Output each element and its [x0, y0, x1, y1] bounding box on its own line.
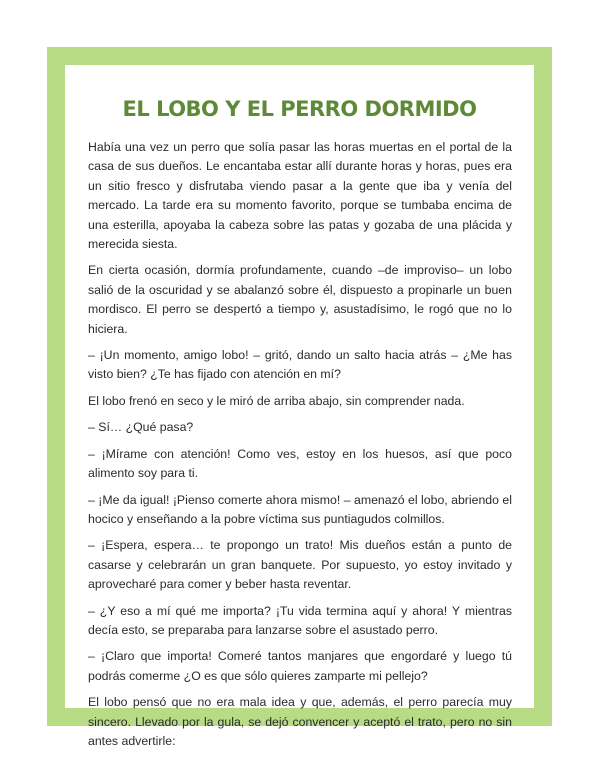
paragraph: – ¡Un momento, amigo lobo! – gritó, dando un salto hacia atrás – ¿Me has visto bien? ¿Te has fijado con atención en mí?	[88, 348, 512, 382]
paragraph: – ¿Y eso a mí qué me importa? ¡Tu vida termina aquí y ahora! Y mientras decía esto, se preparaba para lanzarse sobre el asustado perro.	[88, 603, 512, 637]
page-border	[47, 47, 552, 748]
paragraph: – ¡Mírame con atención! Como ves, estoy en los huesos, así que poco alimento soy para ti.	[88, 446, 512, 481]
story-title: EL LOBO Y EL PERRO DORMIDO	[122, 97, 477, 121]
paragraph: El lobo frenó en seco y le miró de arriba abajo, sin comprender nada.	[88, 393, 465, 408]
paragraph: – ¡Me da igual! ¡Pienso comerte ahora mismo! – amenazó el lobo, abriendo el hocico y enseñando a la pobre víctima sus puntiagudos colmillos.	[88, 492, 512, 526]
paragraph: – Sí… ¿Qué pasa?	[88, 420, 194, 435]
story-page	[65, 65, 534, 748]
paragraph: Había una vez un perro que solía pasar las horas muertas en el portal de la casa de sus dueños. Le encantaba estar allí durante horas y horas, pues era un sitio fresco y disfrutaba viendo pasar a la gente que iba y venía del mercado. La tarde era su momento favorito, porque se tumbaba encima de una esterilla, apoyaba la cabeza sobre las patas y gozaba de una plácida y merecida siesta.	[88, 140, 512, 252]
paragraph: En cierta ocasión, dormía profundamente, cuando –de improviso– un lobo salió de la oscuridad y se abalanzó sobre él, dispuesto a propinarle un buen mordisco. El perro se despertó a tiempo y, asustadísimo, le rogó que no lo hiciera.	[88, 263, 512, 336]
paragraph: El lobo pensó que no era mala idea y que, además, el perro parecía muy sincero. Llevado por la gula, se dejó convencer y aceptó el trato, pero no sin antes advertirle:	[88, 695, 512, 748]
story-body	[88, 138, 512, 758]
paragraph: – ¡Espera, espera… te propongo un trato! Mis dueños están a punto de casarse y celebrarán un gran banquete. Por supuesto, yo estoy invitado y aprovecharé para comer y beber hasta reventar.	[88, 538, 512, 592]
paragraph: – ¡Claro que importa! Comeré tantos manjares que engordaré y luego tú podrás comerme ¿O es que sólo quieres zamparte mi pellejo?	[88, 649, 512, 683]
